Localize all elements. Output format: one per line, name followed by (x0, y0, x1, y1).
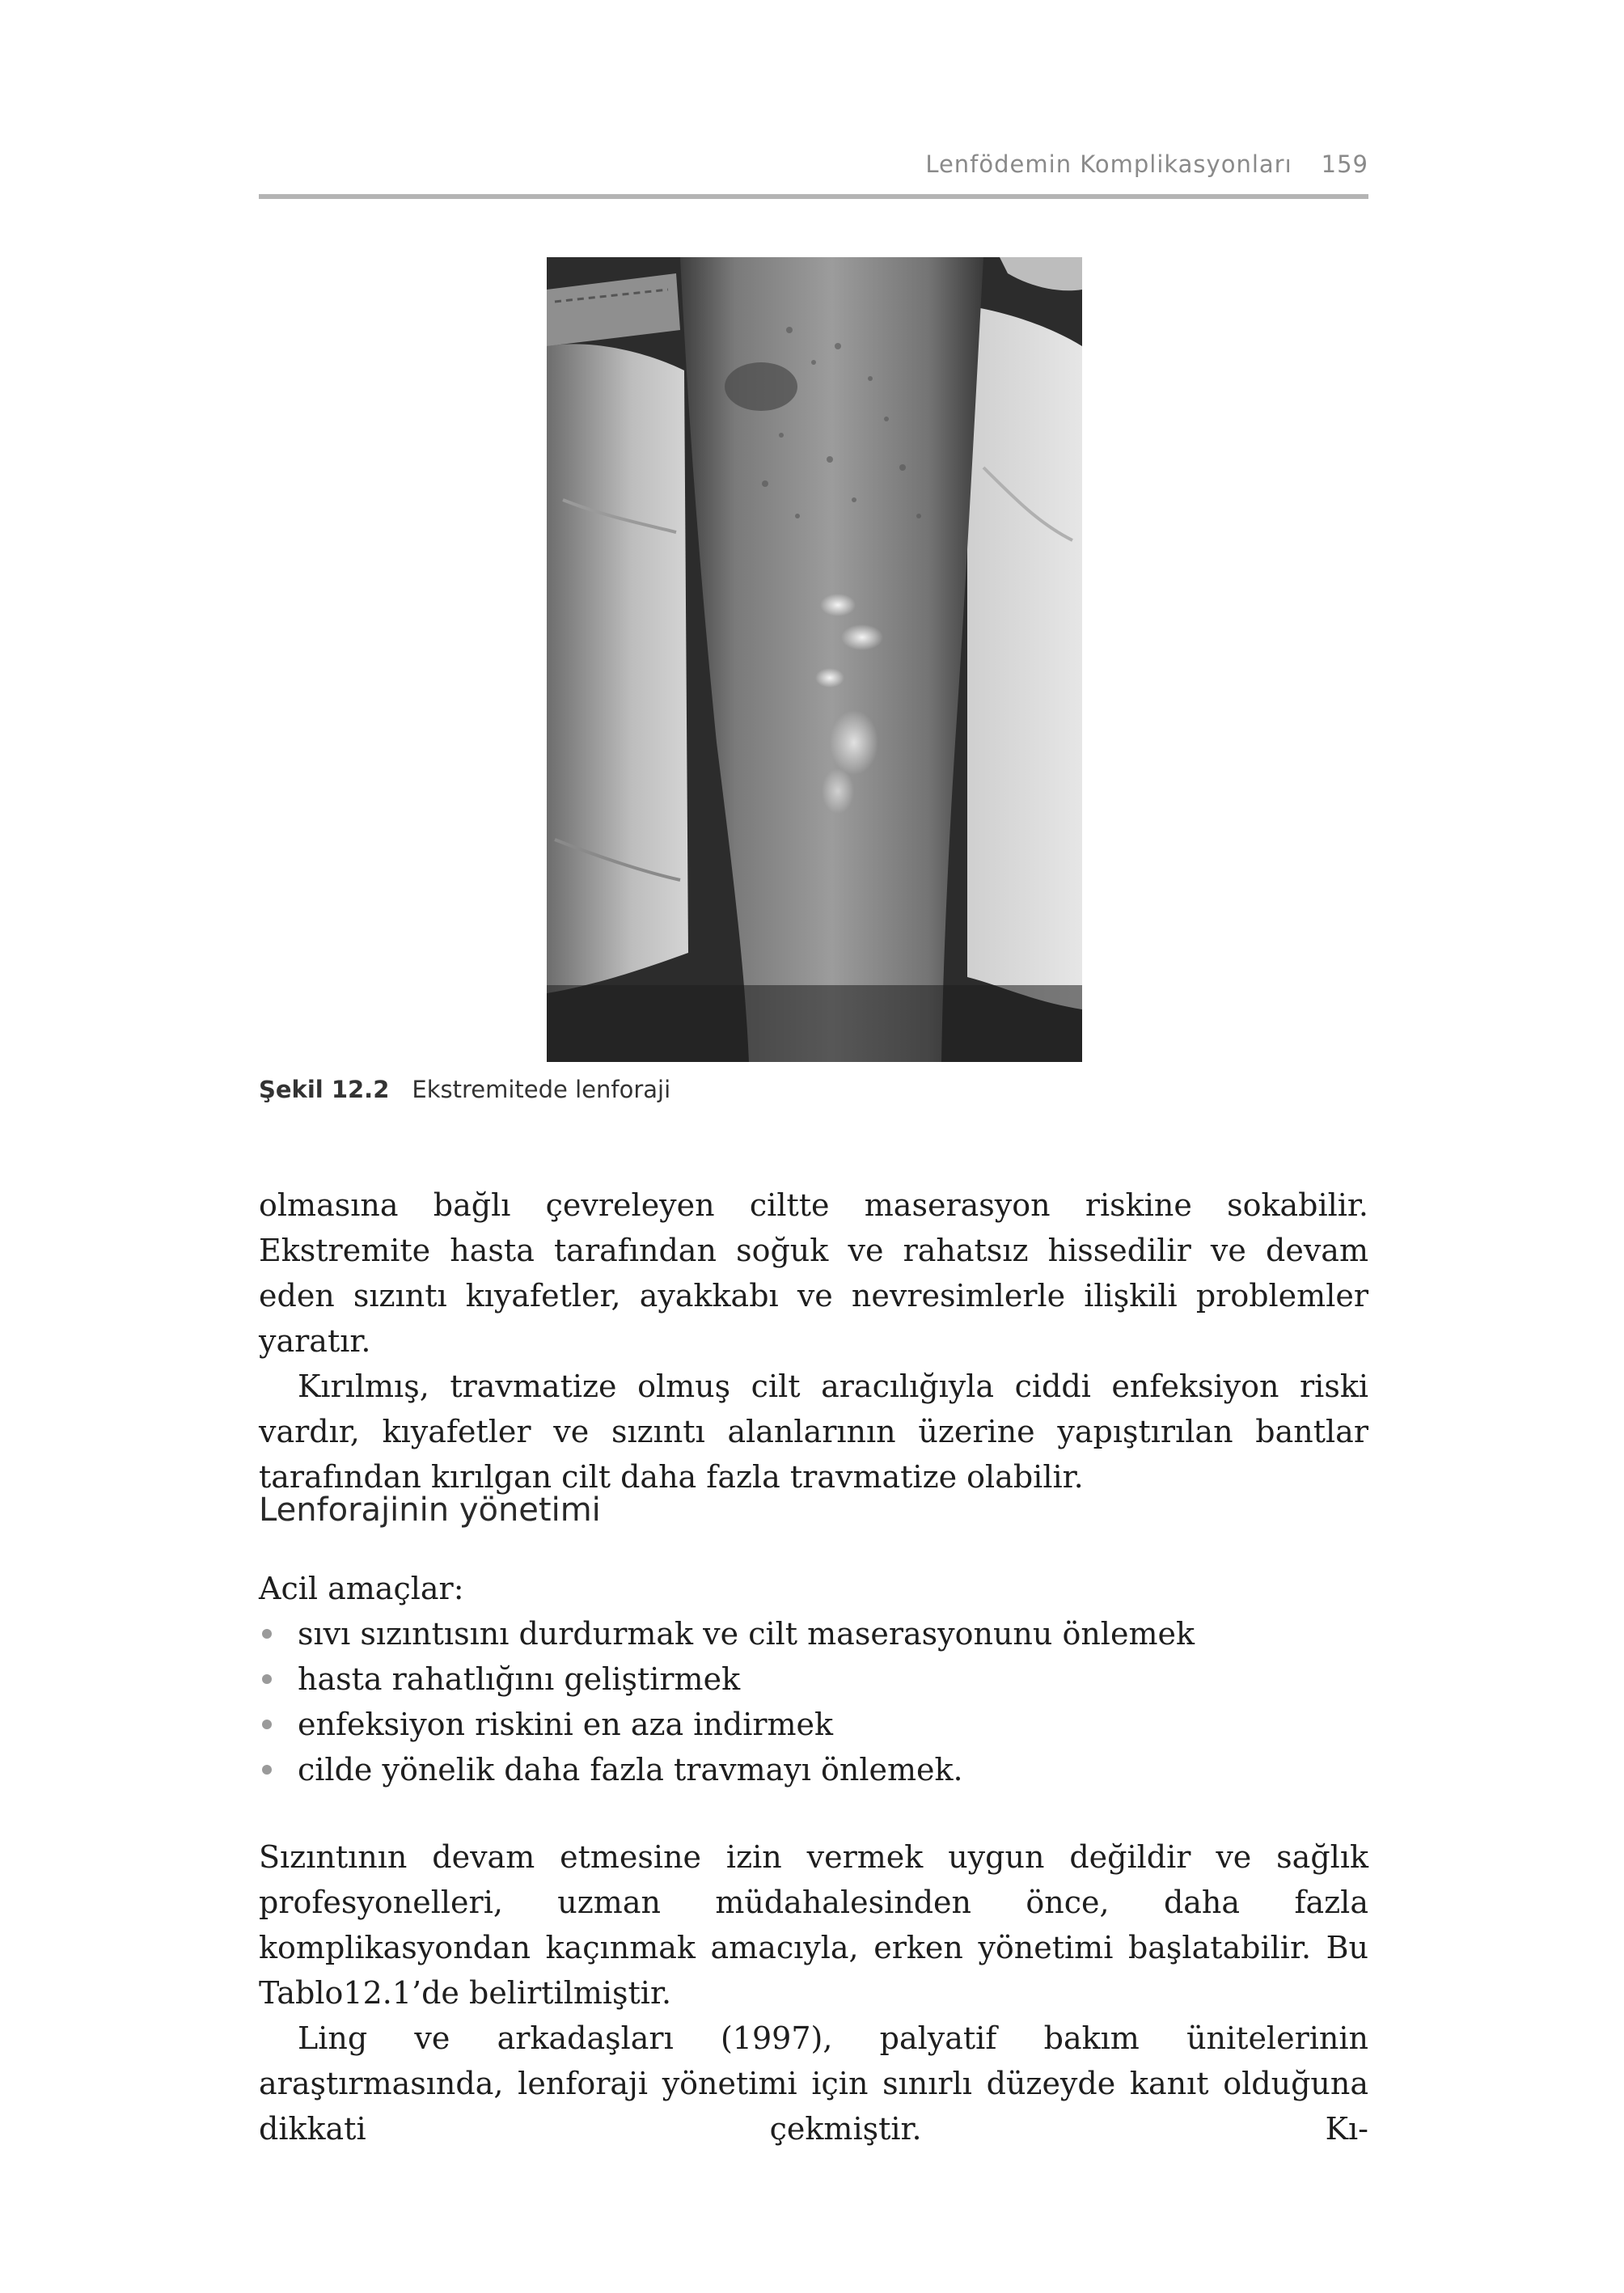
list-item (259, 1656, 1368, 1702)
body-text-b (259, 1834, 1368, 2151)
paragraph: olmasına bağlı çevreleyen ciltte maserasyon riskine sokabilir. Ekstremite hasta tarafından soğuk ve rahatsız hissedilir ve devam eden sızıntı kıyafetler, ayakkabı ve nevresimlerle ilişkili problemler yaratır. (259, 1187, 1368, 1359)
paragraph: Sızıntının devam etmesine izin vermek uygun değildir ve sağlık profesyonelleri, uzman müdahalesinden önce, daha fazla komplikasyondan kaçınmak amacıyla, erken yönetimi başlatabilir. Bu Tablo12.1’de belirtilmiştir. (259, 1839, 1368, 2011)
paragraph: Kırılmış, travmatize olmuş cilt aracılığıyla ciddi enfeksiyon riski vardır, kıyafetler ve sızıntı alanlarının üzerine yapıştırılan bantlar tarafından kırılgan cilt daha fazla travmatize olabilir. (259, 1369, 1368, 1495)
figure-caption (259, 1076, 670, 1103)
list-item (259, 1611, 1368, 1656)
figure-photo (547, 257, 1082, 1062)
aims-list (259, 1611, 1368, 1792)
list-item (259, 1747, 1368, 1792)
list-item-text: cilde yönelik daha fazla travmayı önlemek. (298, 1752, 963, 1787)
bullet-icon (262, 1720, 272, 1729)
header-rule (259, 194, 1368, 199)
aims-block (259, 1566, 1368, 1792)
section-heading: Lenforajinin yönetimi (259, 1491, 601, 1529)
bullet-icon (262, 1765, 272, 1775)
list-item-text: sıvı sızıntısını durdurmak ve cilt maserasyonunu önlemek (298, 1616, 1195, 1652)
list-item-text: enfeksiyon riskini en aza indirmek (298, 1707, 834, 1742)
aims-intro: Acil amaçlar: (259, 1571, 464, 1606)
paragraph: Ling ve arkadaşları (1997), palyatif bakım ünitelerinin araştırmasında, lenforaji yönetimi için sınırlı düzeyde kanıt olduğuna dikkati çekmiştir. Kı- (259, 2020, 1368, 2147)
body-text-a (259, 1182, 1368, 1500)
figure-caption-label: Şekil 12.2 (259, 1076, 390, 1103)
running-head-title: Lenfödemin Komplikasyonları (925, 150, 1292, 178)
running-head (259, 150, 1368, 178)
page-number: 159 (1321, 150, 1368, 178)
figure-caption-text: Ekstremitede lenforaji (412, 1076, 671, 1103)
bullet-icon (262, 1674, 272, 1684)
bullet-icon (262, 1629, 272, 1639)
list-item-text: hasta rahatlığını geliştirmek (298, 1661, 741, 1697)
list-item (259, 1702, 1368, 1747)
